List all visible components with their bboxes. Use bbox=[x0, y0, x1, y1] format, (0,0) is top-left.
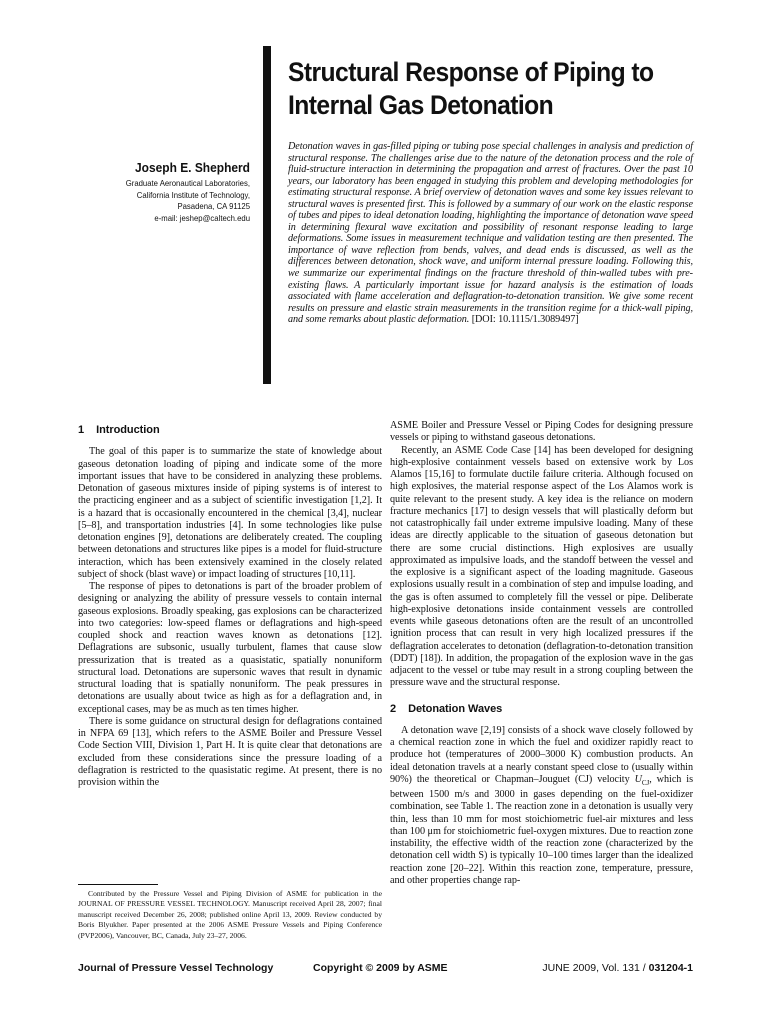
footer-page-number: 031204-1 bbox=[648, 962, 693, 974]
body-paragraph: The goal of this paper is to summarize the state of knowledge about gaseous detonation loading of piping and indicate some of the more important issues that have to be considered in analyzing these problems. Detonation of gaseous mixtures inside of piping systems is of interest to the practicing engineer and as a subject of scientific investigation [1,2]. It is a hazard that is occasionally encountered in the chemical [3,4], nuclear [5–8], and transportation industries [4]. In some technologies like pulse detonation engines [9], detonations are deliberately created. The coupling between detonations and structures like pipes is a model for fluid-structure interaction, which has been extensively examined in the closely related subject of shock (blast wave) or impact loading of structures [10,11]. bbox=[78, 446, 382, 580]
right-column bbox=[390, 420, 693, 887]
abstract-text: Detonation waves in gas-filled piping or tubing pose special challenges in analysis and prediction of structural response. The challenges arise due to the nature of the detonation process and the role of fluid-structure interaction in determining the propagation and arrest of fractures. Over the past 10 years, our laboratory has been engaged in studying this problem and developing methodologies for estimating structural response. A brief overview of detonation waves and some key issues relevant to structural waves is presented first. This is followed by a summary of our work on the elastic response of tubes and pipes to ideal detonation loading, highlighting the importance of detonation wave speed in determining flexural wave excitation and possibility of resonant response leading to large deformations. Some issues in measurement technique and validation testing are then presented. The importance of wave reflection from bends, valves, and dead ends is discussed, as well as the differences between detonation, shock wave, and uniform internal pressure loading. Following this, we summarize our experimental findings on the fracture threshold of thin-walled tubes with pre-existing flaws. A particularly important issue for hazard analysis is the estimation of loads associated with flame acceleration and deflagration-to-detonation transition. We give some recent results on pressure and elastic strain measurements in the transition regime for a thick-wall piping, and some remarks about plastic deformation. bbox=[288, 141, 693, 326]
author-block bbox=[80, 160, 250, 224]
body-paragraph bbox=[390, 725, 693, 887]
author-affiliation-line: California Institute of Technology, bbox=[136, 189, 250, 200]
section-number: 2 bbox=[390, 702, 397, 715]
paper-title: Structural Response of Piping to Internal Gas Detonation bbox=[288, 57, 654, 120]
body-text: A detonation wave [2,19] consists of a shock wave closely followed by a chemical reaction zone in which the fuel and oxidizer rapidly react to produce hot (temperatures of 2000–3000 K) combustion products. An ideal detonation travels at a nearly constant speed close to (usually within 90%) the theoretical or Chapman–Jouguet (CJ) velocity bbox=[390, 724, 693, 785]
ucj-subscript: CJ bbox=[641, 778, 650, 787]
author-email: e-mail: jeshep@caltech.edu bbox=[154, 212, 250, 223]
footer-journal: Journal of Pressure Vessel Technology bbox=[78, 962, 274, 974]
doi: [DOI: 10.1115/1.3089497] bbox=[471, 314, 579, 326]
body-paragraph: There is some guidance on structural design for deflagrations contained in NFPA 69 [13], which refers to the ASME Boiler and Pressure Vessel Code Section VIII, Division 1, Part H. It is quite clear that detonations are excluded from these considerations since the pressure loading of a deflagration is restricted to the quasistatic regime. At present, there is no provision within the bbox=[78, 715, 382, 788]
footnote-rule bbox=[78, 884, 158, 885]
footnote: Contributed by the Pressure Vessel and Piping Division of ASME for publication in the JOURNAL OF PRESSURE VESSEL TECHNOLOGY. Manuscript received April 28, 2007; final manuscript received December 26, 2008; published online April 13, 2009. Review conducted by Boris Blyukher. Paper presented at the 2006 ASME Pressure Vessels and Piping Conference (PVP2006), Vancouver, BC, Canada, July 23–27, 2006. bbox=[78, 889, 382, 940]
abstract bbox=[288, 141, 693, 326]
body-text: , which is between 1500 m/s and 3000 in gases depending on the fuel-oxidizer combination, see Table 1. The reaction zone in a detonation is usually very thin, less than 10 mm for most stoichiometric fuel-air mixtures and less than 100 μm for stoichiometric fuel-oxygen mixtures. Due to reaction zone instability, the effective width of the reaction zone (characterized by the detonation cell width S) is typically 10–100 times larger than the idealized reaction zone [20–22]. Within this reaction zone, temperature, pressure, and other properties change rap- bbox=[390, 773, 693, 886]
title-accent-bar bbox=[263, 46, 271, 384]
author-affiliation-line: Pasadena, CA 91125 bbox=[177, 201, 250, 212]
footer-issue-text: JUNE 2009, Vol. 131 / bbox=[542, 962, 646, 974]
left-column bbox=[78, 418, 382, 789]
body-paragraph: ASME Boiler and Pressure Vessel or Piping Codes for designing pressure vessels or piping to withstand gaseous detonations. bbox=[390, 420, 693, 444]
section-title: Introduction bbox=[96, 424, 160, 436]
section-number: 1 bbox=[78, 424, 85, 436]
section-heading bbox=[78, 424, 382, 436]
footer-copyright: Copyright © 2009 by ASME bbox=[313, 962, 448, 974]
author-name: Joseph E. Shepherd bbox=[135, 160, 250, 175]
body-paragraph: Recently, an ASME Code Case [14] has been developed for designing high-explosive containment vessels based on extensive work by Los Alamos [15,16] to formulate ductile failure criteria. Although focused on high explosives, the material response aspect of the Los Alamos work is quite relevant to the present study. A key idea is the reliance on modern fracture mechanics [17] to design vessels that will plastically deform but not catastrophically fail under extreme impulsive loading. Many of these ideas are directly applicable to the situation of gaseous detonation but there are some crucial distinctions. High explosives are usually approximated as impulsive loads, and the standoff between the vessel and the explosive is a significant aspect of the loading magnitude. Gaseous explosions usually result in a combination of step and impulse loading, and the gas is often assumed to completely fill the vessel or pipe. Deliberate high-explosive detonations inside containment vessels are controlled events while gaseous detonations often are the result of an uncontrolled ignition process that can result in very high localized pressures if the deflagration accelerates to detonation (deflagration-to-detonation transition (DDT) [18]). In addition, the propagation of the explosion wave in the gas adjacent to the vessel or tube may result in a strong coupling between the pressure wave and the structural response. bbox=[390, 444, 693, 689]
author-affiliation-line: Graduate Aeronautical Laboratories, bbox=[125, 178, 250, 188]
ucj-symbol: U bbox=[634, 773, 642, 785]
body-paragraph: The response of pipes to detonations is part of the broader problem of designing or analyzing the ability of pressure vessels to contain internal gaseous explosions. Broadly speaking, gas explosions can be characterized into two categories: low-speed flames or deflagrations and high-speed coupled shock and reaction waves known as detonations [12]. Deflagrations are subsonic, usually turbulent, flames that cause slow pressurization that is treated as a quasistatic, spatially nonuniform structural load. Detonations are supersonic waves that result in dynamic structural loading that is spatially nonuniform. The peak pressures in detonations are usually about twice as high as for a deflagration and, in exceptional cases, may be as much as ten times higher. bbox=[78, 581, 382, 715]
section-heading bbox=[390, 703, 693, 715]
footer-issue bbox=[542, 962, 693, 974]
page-footer bbox=[78, 962, 693, 978]
section-title: Detonation Waves bbox=[408, 702, 503, 715]
